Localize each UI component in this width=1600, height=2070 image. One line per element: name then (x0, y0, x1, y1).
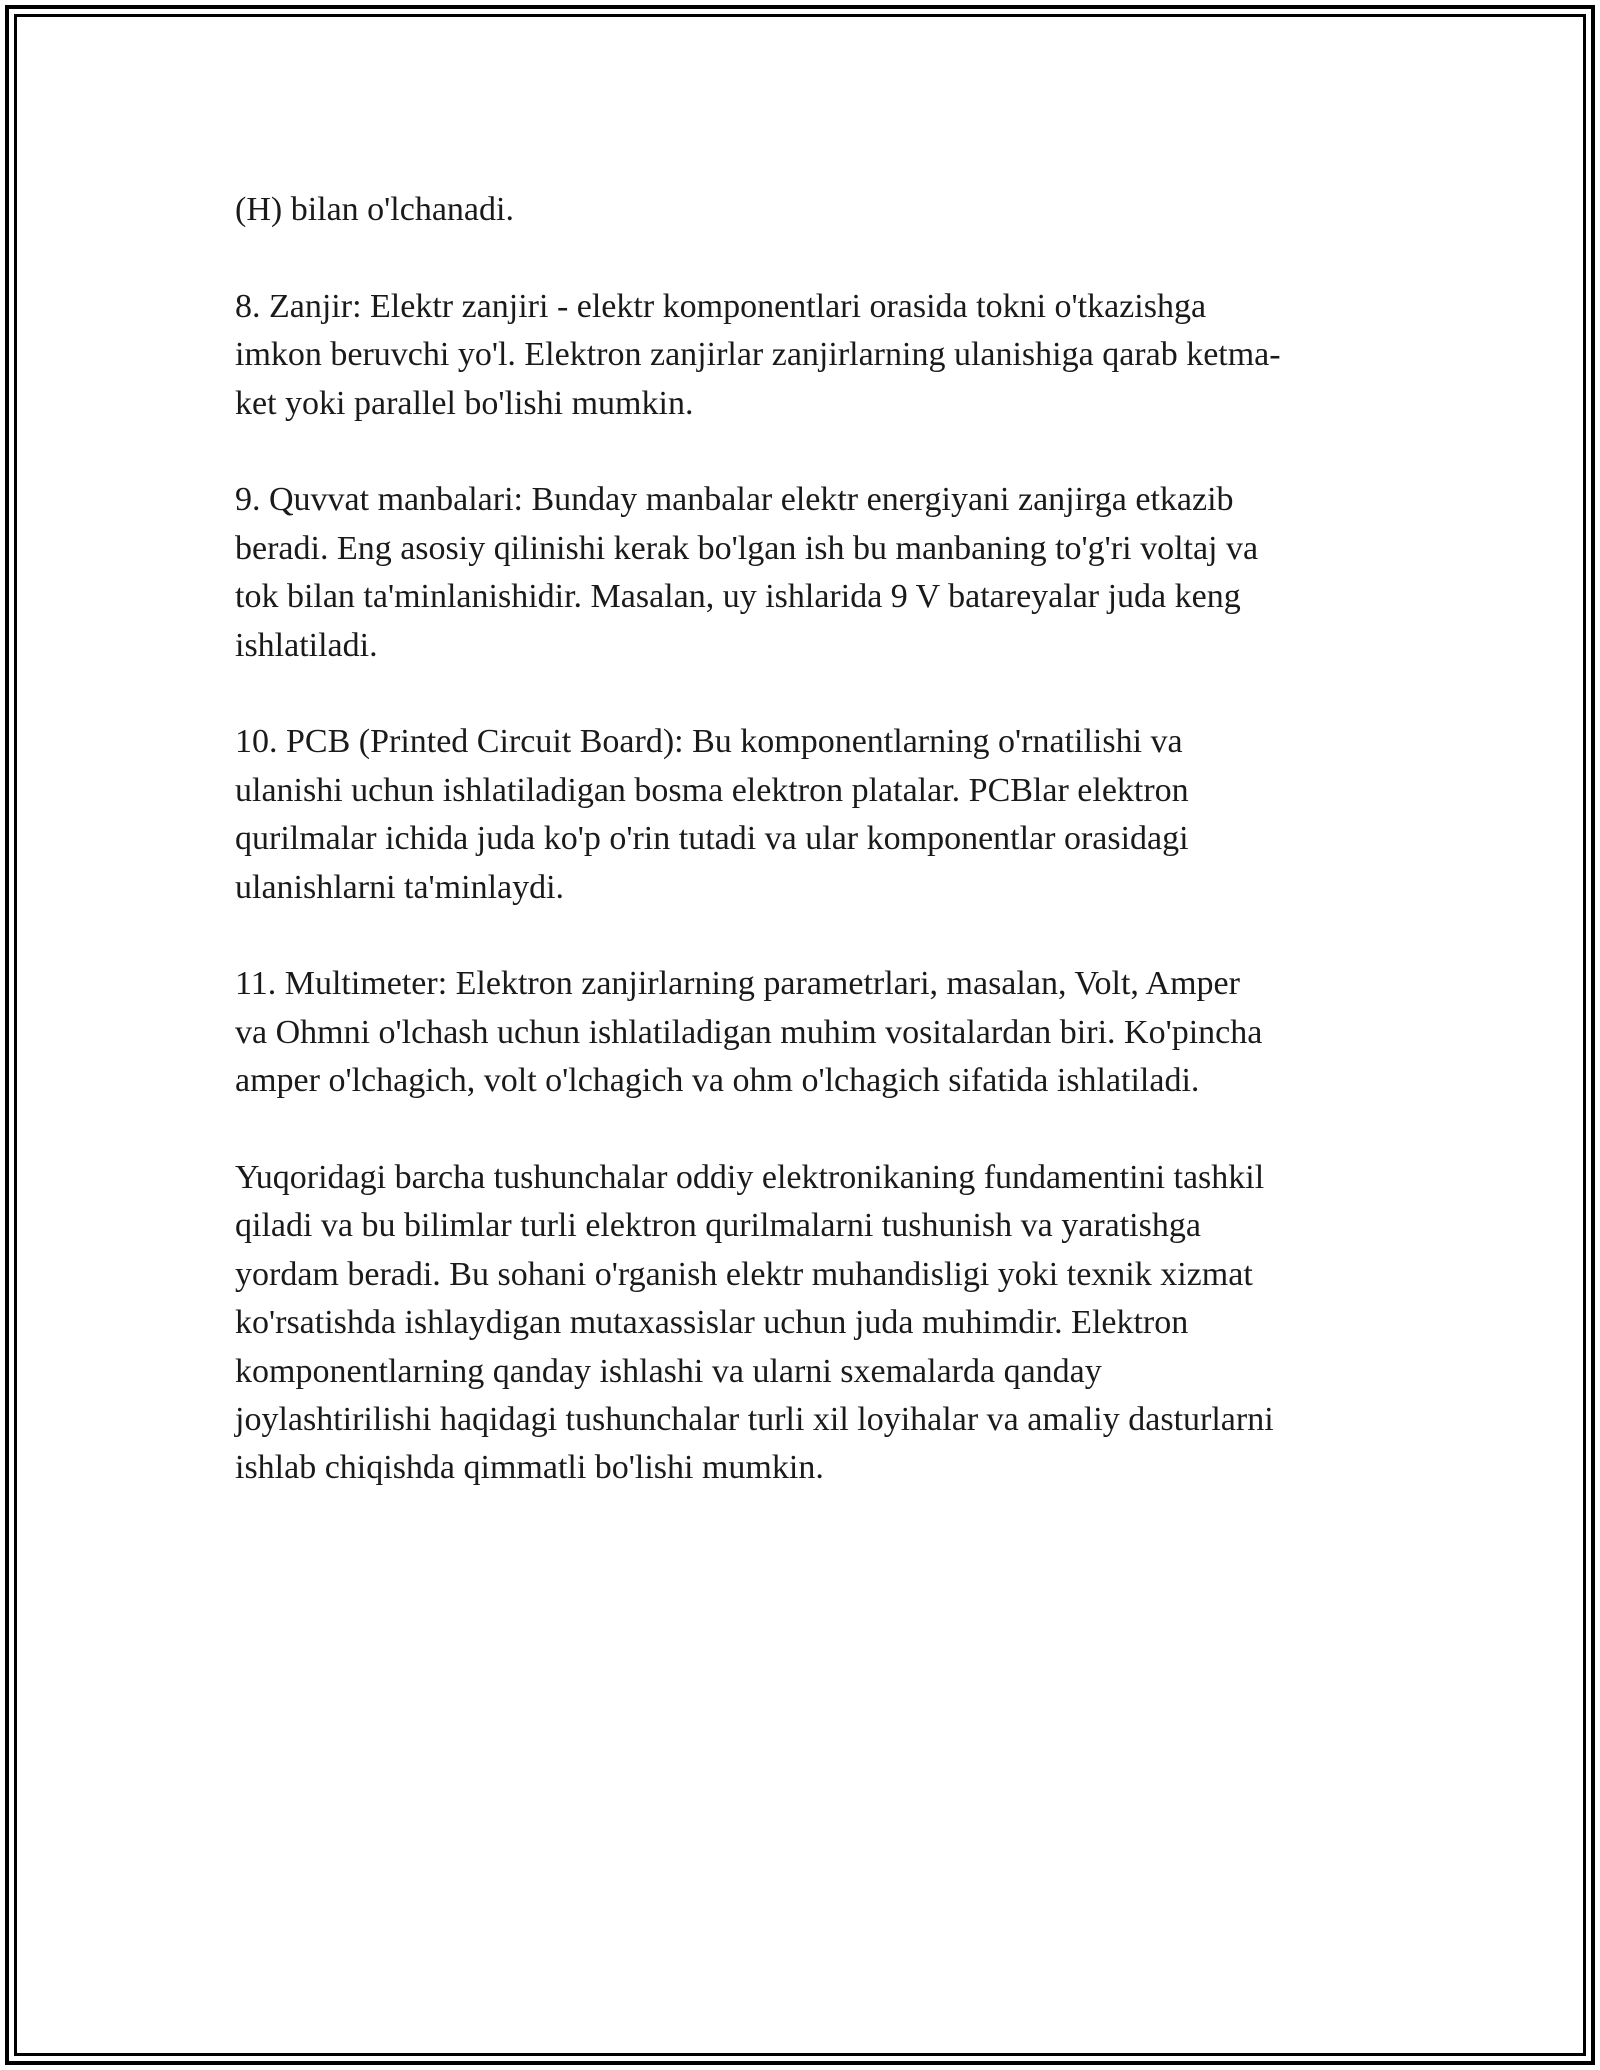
page-body (235, 186, 1375, 1541)
paragraph-conclusion: Yuqoridagi barcha tushunchalar oddiy elektronikaning fundamentini tashkil qiladi va bu bilimlar turli elektron qurilmalarni tushunish va yaratishga yordam beradi. Bu sohani o'rganish elektr muhandisligi yoki texnik xizmat ko'rsatishda ishlaydigan mutaxassislar uchun juda muhimdir. Elektron komponentlarning qanday ishlashi va ularni sxemalarda qanday joylashtirilishi haqidagi tushunchalar turli xil loyihalar va amaliy dasturlarni ishlab chiqishda qimmatli bo'lishi mumkin. (235, 1159, 1274, 1487)
paragraph-continuation: (H) bilan o'lchanadi. (235, 191, 514, 228)
paragraph-quvvat-manbalari: 9. Quvvat manbalari: Bunday manbalar elektr energiyani zanjirga etkazib beradi. Eng asosiy qilinishi kerak bo'lgan ish bu manbaning to'g'ri voltaj va tok bilan ta'minlanishidir. Masalan, uy ishlarida 9 V batareyalar juda keng ishlatiladi. (235, 481, 1259, 664)
paragraph-zanjir: 8. Zanjir: Elektr zanjiri - elektr komponentlari orasida tokni o'tkazishga imkon beruvchi yo'l. Elektron zanjirlar zanjirlarning ulanishiga qarab ketma- ket yoki parallel bo'lishi mumkin. (235, 287, 1281, 422)
paragraph-multimeter: 11. Multimeter: Elektron zanjirlarning parametrlari, masalan, Volt, Amper va Ohmni o'lchash uchun ishlatiladigan muhim vositalardan biri. Ko'pincha amper o'lchagich, volt o'lchagich va ohm o'lchagich sifatida ishlatiladi. (235, 965, 1263, 1100)
paragraph-pcb: 10. PCB (Printed Circuit Board): Bu komponentlarning o'rnatilishi va ulanishi uchun ishlatiladigan bosma elektron platalar. PCBlar elektron qurilmalar ichida juda ko'p o'rin tutadi va ular komponentlar orasidagi ulanishlarni ta'minlaydi. (235, 723, 1189, 906)
